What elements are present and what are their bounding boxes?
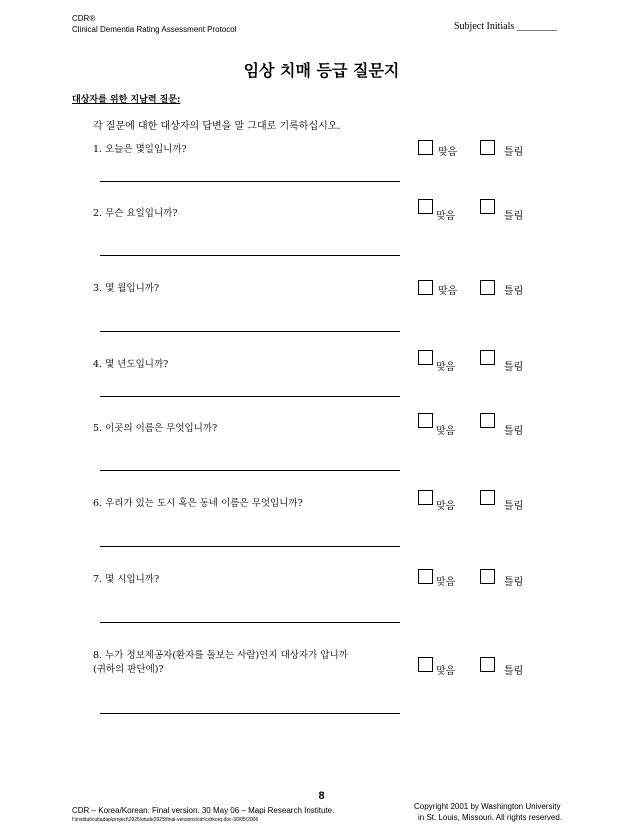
- page-number: 8: [318, 790, 325, 802]
- footer-file-path: f:\institut\cultadap\project\2925\etude2925\final-versions\cdr\cdrkorq.doc-30/05/2006: [72, 817, 259, 823]
- section-heading-text: 대상자를 위한 지남력 질문:: [72, 95, 181, 105]
- incorrect-checkbox-4[interactable]: [480, 350, 495, 365]
- answer-line-7[interactable]: [100, 622, 400, 623]
- question-3: 3. 몇 월입니까?: [93, 283, 160, 294]
- subject-initials-label: Subject Initials ________: [454, 21, 557, 32]
- correct-label-4: 맞음: [436, 362, 456, 373]
- correct-checkbox-4[interactable]: [418, 350, 433, 365]
- incorrect-checkbox-6[interactable]: [480, 490, 495, 505]
- correct-label-3: 맞음: [438, 286, 458, 297]
- correct-label-2: 맞음: [436, 211, 456, 222]
- correct-checkbox-8[interactable]: [418, 657, 433, 672]
- question-4: 4. 몇 년도입니까?: [93, 359, 169, 370]
- answer-line-2[interactable]: [100, 255, 400, 256]
- correct-label-1: 맞음: [438, 147, 458, 158]
- answer-line-6[interactable]: [100, 546, 400, 547]
- incorrect-label-5: 틀림: [504, 426, 524, 437]
- correct-label-7: 맞음: [436, 577, 456, 588]
- incorrect-checkbox-7[interactable]: [480, 569, 495, 584]
- incorrect-label-2: 틀림: [504, 211, 524, 222]
- question-1: 1. 오늘은 몇일입니까?: [93, 144, 187, 155]
- question-5: 5. 이곳의 이름은 무엇입니까?: [93, 423, 218, 434]
- correct-checkbox-6[interactable]: [418, 490, 433, 505]
- correct-label-6: 맞음: [436, 501, 456, 512]
- incorrect-checkbox-8[interactable]: [480, 657, 495, 672]
- footer-version: CDR – Korea/Korean. Final version. 30 May 06 – Mapi Research Institute.: [72, 806, 335, 815]
- instruction-text: 각 질문에 대한 대상자의 답변을 말 그대로 기록하십시오.: [93, 121, 341, 132]
- incorrect-label-1: 틀림: [504, 147, 524, 158]
- incorrect-label-7: 틀림: [504, 577, 524, 588]
- question-7: 7. 몇 시입니까?: [93, 574, 160, 585]
- question-8: 8. 누가 정보제공자(환자를 돌보는 사람)인지 대상자가 압니까 (귀하의 판단에)?: [93, 650, 348, 675]
- incorrect-checkbox-2[interactable]: [480, 199, 495, 214]
- incorrect-checkbox-3[interactable]: [480, 280, 495, 295]
- answer-line-5[interactable]: [100, 470, 400, 471]
- page-title: 임상 치매 등급 질문지: [243, 61, 400, 80]
- question-2: 2. 무슨 요일입니까?: [93, 208, 178, 219]
- answer-line-3[interactable]: [100, 331, 400, 332]
- correct-checkbox-1[interactable]: [418, 140, 433, 155]
- correct-label-8: 맞음: [436, 666, 456, 677]
- correct-checkbox-7[interactable]: [418, 569, 433, 584]
- answer-line-8[interactable]: [100, 713, 400, 714]
- question-6: 6. 우리가 있는 도시 혹은 동네 이름은 무엇입니까?: [93, 498, 303, 509]
- correct-checkbox-3[interactable]: [418, 280, 433, 295]
- incorrect-checkbox-5[interactable]: [480, 413, 495, 428]
- correct-label-5: 맞음: [436, 426, 456, 437]
- section-heading: [72, 92, 180, 105]
- incorrect-label-8: 틀림: [504, 666, 524, 677]
- correct-checkbox-2[interactable]: [418, 199, 433, 214]
- footer-copyright-1: Copyright 2001 by Washington University: [414, 802, 561, 811]
- answer-line-4[interactable]: [100, 396, 400, 397]
- protocol-subtitle: Clinical Dementia Rating Assessment Protocol: [72, 25, 237, 34]
- answer-line-1[interactable]: [100, 181, 400, 182]
- incorrect-label-4: 틀림: [504, 362, 524, 373]
- incorrect-checkbox-1[interactable]: [480, 140, 495, 155]
- incorrect-label-3: 틀림: [504, 286, 524, 297]
- cdr-brand: CDR®: [72, 14, 96, 23]
- incorrect-label-6: 틀림: [504, 501, 524, 512]
- footer-copyright-2: in St. Louis, Missouri. All rights reserved.: [418, 813, 563, 822]
- correct-checkbox-5[interactable]: [418, 413, 433, 428]
